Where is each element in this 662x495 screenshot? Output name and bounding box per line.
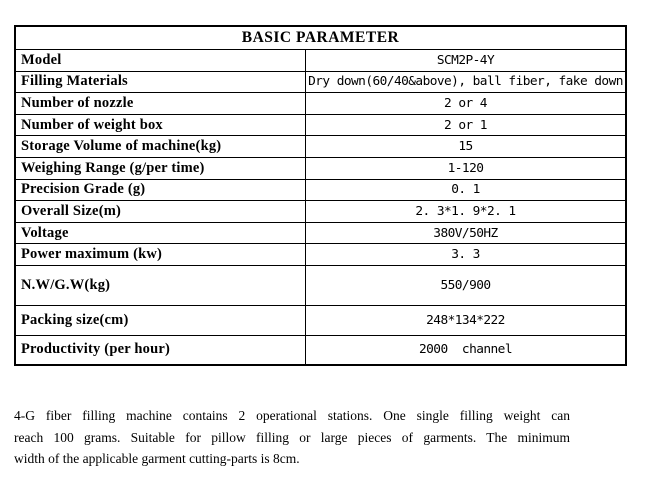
spec-value: 2 or 4 — [444, 95, 487, 111]
description-line: 4-G fiber filling machine contains 2 operational stations. One single filling weight can — [14, 408, 570, 423]
spec-value: 1-120 — [447, 160, 484, 176]
spec-value: 0. 1 — [451, 182, 480, 198]
table-row-overall-size — [16, 200, 625, 222]
spec-value: 2. 3*1. 9*2. 1 — [415, 203, 516, 219]
spec-value: Dry down(60/40&above), ball fiber, fake down — [308, 74, 623, 90]
spec-value: 2 or 1 — [444, 117, 487, 133]
table-row-productivity — [16, 335, 625, 364]
spec-table — [14, 25, 627, 366]
table-title-row — [16, 27, 625, 49]
spec-label: Number of weight box — [16, 115, 306, 136]
spec-label: Storage Volume of machine(kg) — [16, 136, 306, 157]
table-row-weighing-range — [16, 157, 625, 179]
table-row-storage-volume — [16, 135, 625, 157]
spec-label: Productivity (per hour) — [16, 336, 306, 364]
spec-label: Weighing Range (g/per time) — [16, 158, 306, 179]
table-row-packing-size — [16, 305, 625, 335]
spec-label: Packing size(cm) — [16, 306, 306, 335]
spec-label: N.W/G.W(kg) — [16, 266, 306, 305]
spec-value: 380V/50HZ — [433, 225, 498, 241]
description-line: width of the applicable garment cutting-parts is 8cm. — [14, 451, 300, 466]
spec-value: 550/900 — [440, 277, 491, 293]
description-line: reach 100 grams. Suitable for pillow filling or large pieces of garments. The minimum — [14, 429, 570, 445]
table-row-number-of-weight-box — [16, 114, 625, 136]
spec-value: 3. 3 — [451, 247, 480, 263]
spec-value: 248*134*222 — [426, 312, 505, 328]
table-title: BASIC PARAMETER — [241, 29, 400, 46]
table-row-power-maximum — [16, 243, 625, 265]
spec-label: Filling Materials — [16, 72, 306, 93]
table-row-precision-grade — [16, 179, 625, 201]
spec-label: Power maximum (kw) — [16, 244, 306, 265]
spec-value: SCM2P-4Y — [436, 52, 495, 68]
machine-description — [14, 405, 570, 470]
spec-label: Precision Grade (g) — [16, 180, 306, 201]
table-row-number-of-nozzle — [16, 92, 625, 114]
spec-label: Overall Size(m) — [16, 201, 306, 222]
table-row-voltage — [16, 222, 625, 244]
spec-label: Voltage — [16, 223, 306, 244]
table-row-nw-gw — [16, 265, 625, 305]
spec-value: 2000 channel — [418, 342, 512, 358]
spec-value: 15 — [458, 139, 473, 155]
spec-label: Number of nozzle — [16, 93, 306, 114]
table-row-filling-materials — [16, 71, 625, 93]
spec-label: Model — [16, 50, 306, 71]
table-row-model — [16, 49, 625, 71]
